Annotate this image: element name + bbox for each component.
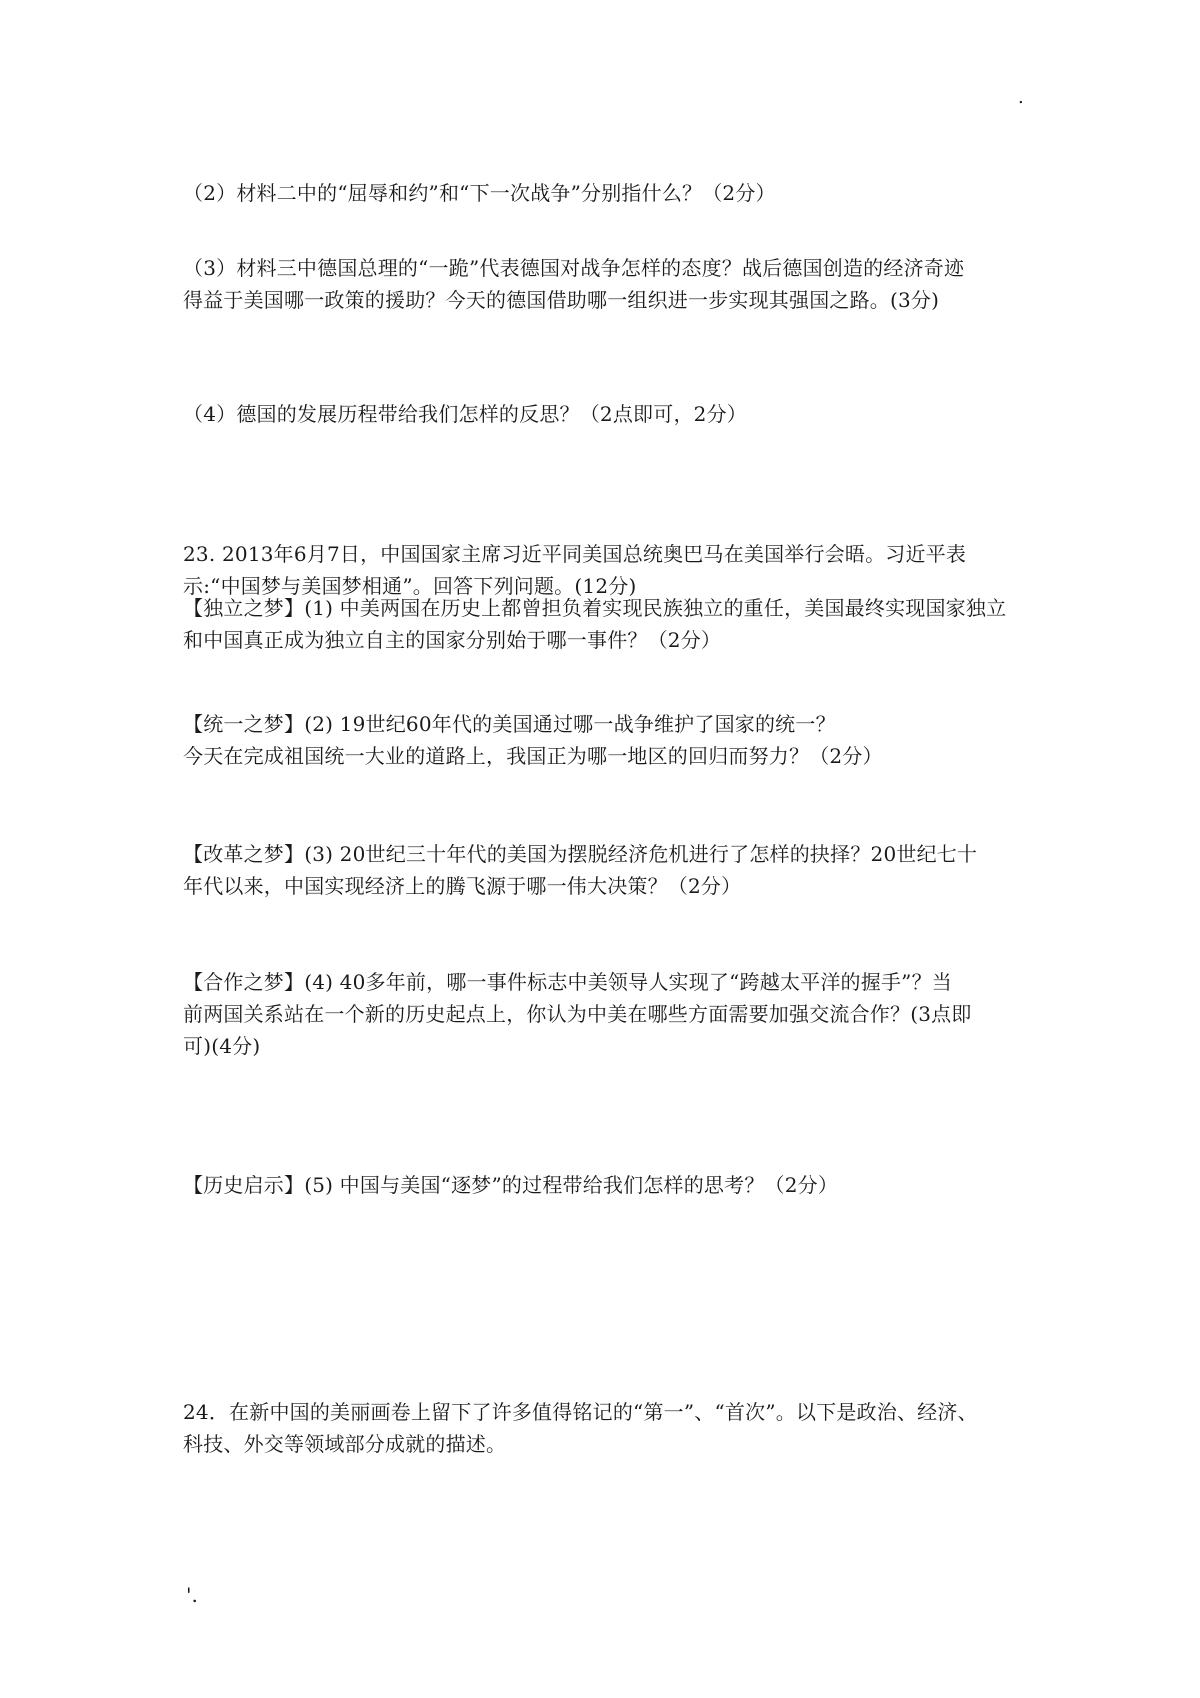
q23-part4 <box>183 966 1033 1062</box>
q23-part3-line-1: 【改革之梦】(3) 20世纪三十年代的美国为摆脱经济危机进行了怎样的抉择？20世纪七十 <box>183 842 978 866</box>
q22-part3-line-1: （3）材料三中德国总理的“一跪”代表德国对战争怎样的态度？战后德国创造的经济奇迹 <box>183 256 965 280</box>
q22-part4-line: （4）德国的发展历程带给我们怎样的反思？（2点即可，2分） <box>183 402 747 426</box>
corner-mark: . <box>1018 87 1024 108</box>
q24-intro-line-2: 科技、外交等领域部分成就的描述。 <box>183 1432 507 1456</box>
q23-intro-line-1: 23. 2013年6月7日，中国国家主席习近平同美国总统奥巴马在美国举行会晤。习近平表 <box>183 542 967 566</box>
q23-part5-line: 【历史启示】(5) 中国与美国“逐梦”的过程带给我们怎样的思考？（2分） <box>183 1173 839 1197</box>
q23-part2-line-2: 今天在完成祖国统一大业的道路上，我国正为哪一地区的回归而努力？（2分） <box>183 744 883 768</box>
q22-part3 <box>183 252 1033 316</box>
q23-part4-line-3: 可)(4分) <box>183 1034 261 1058</box>
q22-part3-line-2: 得益于美国哪一政策的援助？今天的德国借助哪一组织进一步实现其强国之路。(3分) <box>183 288 940 312</box>
q23-part4-line-1: 【合作之梦】(4) 40多年前，哪一事件标志中美领导人实现了“跨越太平洋的握手”？当 <box>183 970 952 994</box>
footer-mark: '. <box>186 1583 198 1607</box>
q24-intro-line-1: 24．在新中国的美丽画卷上留下了许多值得铭记的“第一”、“首次”。以下是政治、经济、 <box>183 1400 978 1424</box>
q23-part3-line-2: 年代以来，中国实现经济上的腾飞源于哪一伟大决策？（2分） <box>183 874 742 898</box>
q23-part3 <box>183 838 1033 902</box>
q23-intro-line-2: 示:“中国梦与美国梦相通”。回答下列问题。(12分) <box>183 574 637 598</box>
q23-part5 <box>183 1169 1033 1201</box>
q23-part4-line-2: 前两国关系站在一个新的历史起点上，你认为中美在哪些方面需要加强交流合作？(3点即 <box>183 1002 972 1026</box>
q23-part2-line-1: 【统一之梦】(2) 19世纪60年代的美国通过哪一战争维护了国家的统一？ <box>183 712 836 736</box>
q22-part4 <box>183 398 1033 430</box>
q23-part2 <box>183 708 1033 772</box>
q24-intro <box>183 1396 1033 1460</box>
q23-part1-line-1: 【独立之梦】(1) 中美两国在历史上都曾担负着实现民族独立的重任，美国最终实现国家独立 <box>183 596 1007 620</box>
q22-part2-line: （2）材料二中的“屈辱和约”和“下一次战争”分别指什么？（2分） <box>183 181 776 205</box>
q22-part2 <box>183 177 1033 209</box>
q23-part1-line-2: 和中国真正成为独立自主的国家分别始于哪一事件？（2分） <box>183 628 722 652</box>
q23-part1 <box>183 592 1033 656</box>
